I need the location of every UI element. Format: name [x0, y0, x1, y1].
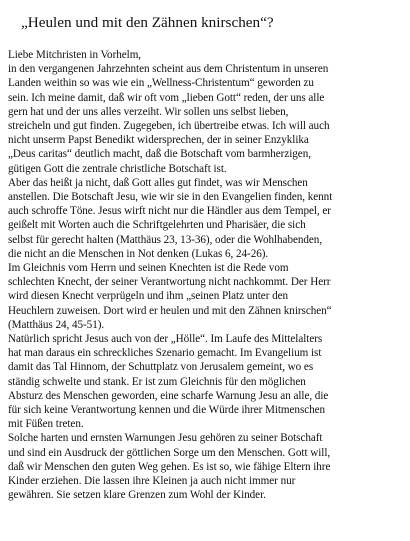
text-line: auch schroffe Töne. Jesus wirft nicht nur die Händler aus dem Tempel, er	[8, 205, 331, 218]
text-line: Liebe Mitchristen in Vorhelm,	[8, 49, 142, 61]
document-title: „Heulen und mit den Zähnen knirschen“?	[21, 14, 274, 31]
text-line: daß wir Menschen den guten Weg gehen. Es ist so, wie fähige Eltern ihre	[8, 460, 331, 473]
text-line: für sich keine Verantwortung kennen und die Würde ihrer Mitmenschen	[8, 404, 326, 417]
text-line: gewähren. Sie setzen klare Grenzen zum Wohl der Kinder.	[8, 489, 266, 502]
text-line: „Deus caritas“ deutlich macht, daß die Botschaft vom barmherzigen,	[8, 148, 311, 161]
text-line: mit Füßen treten.	[8, 418, 84, 431]
text-line: (Matthäus 24, 45-51).	[8, 318, 105, 331]
text-line: damit das Tal Hinnom, der Schuttplatz von Jerusalem gemeint, wo es	[8, 361, 314, 374]
document-page	[8, 14, 405, 503]
document-body	[8, 48, 405, 503]
text-line: schlechten Knecht, der seiner Verantwortung nicht nachkommt. Der Herr	[8, 276, 331, 289]
text-line: wird diesen Knecht verprügeln und ihm „seinen Platz unter den	[8, 290, 289, 303]
text-line: Heuchlern zuweisen. Dort wird er heulen und mit den Zähnen knirschen“	[8, 304, 332, 317]
text-line: in den vergangenen Jahrzehnten scheint aus dem Christentum in unseren	[8, 63, 329, 76]
text-line: gütigen Gott die zentrale christliche Botschaft ist.	[8, 162, 227, 175]
text-line: geißelt mit Worten auch die Schriftgelehrten und Pharisäer, die sich	[8, 219, 306, 232]
text-line: sein. Ich meine damit, daß wir oft vom „lieben Gott“ reden, der uns alle	[8, 91, 325, 104]
text-line: ständig schwelte und stank. Er ist zum Gleichnis für den möglichen	[8, 375, 306, 388]
text-line: Aber das heißt ja nicht, daß Gott alles gut findet, was wir Menschen	[8, 176, 308, 189]
text-line: streicheln und gut finden. Zugegeben, ich übertreibe etwas. Ich will auch	[8, 120, 330, 133]
text-line: Absturz des Menschen geworden, eine scharfe Warnung Jesu an alle, die	[8, 389, 329, 402]
text-line: hat man daraus ein schreckliches Szenario gemacht. Im Evangelium ist	[8, 347, 322, 360]
text-line: und sind ein Ausdruck der göttlichen Sorge um den Menschen. Gott will,	[8, 446, 331, 459]
text-line: anstellen. Die Botschaft Jesu, wie wir sie in den Evangelien finden, kennt	[8, 191, 333, 204]
text-line: nicht unserm Papst Benedikt widersprechen, der in seiner Enzyklika	[8, 134, 309, 147]
text-line: Landen weithin so was wie ein „Wellness-Christentum“ geworden zu	[8, 77, 314, 90]
text-line: Natürlich spricht Jesus auch von der „Hölle“. Im Laufe des Mittelalters	[8, 333, 323, 346]
text-line: Kinder erziehen. Die lassen ihre Kleinen ja auch nicht immer nur	[8, 475, 296, 488]
text-line: Solche harten und ernsten Warnungen Jesu gehören zu seiner Botschaft	[8, 432, 323, 445]
text-line: selbst für gerecht halten (Matthäus 23, 13-36), oder die Wohlhabenden,	[8, 233, 323, 246]
text-line: Im Gleichnis vom Herrn und seinen Knechten ist die Rede vom	[8, 262, 289, 275]
text-line: gern hat und der uns alles verzeiht. Wir sollen uns selbst lieben,	[8, 105, 289, 118]
text-line: die nicht an die Menschen in Not denken (Lukas 6, 24-26).	[8, 247, 269, 260]
